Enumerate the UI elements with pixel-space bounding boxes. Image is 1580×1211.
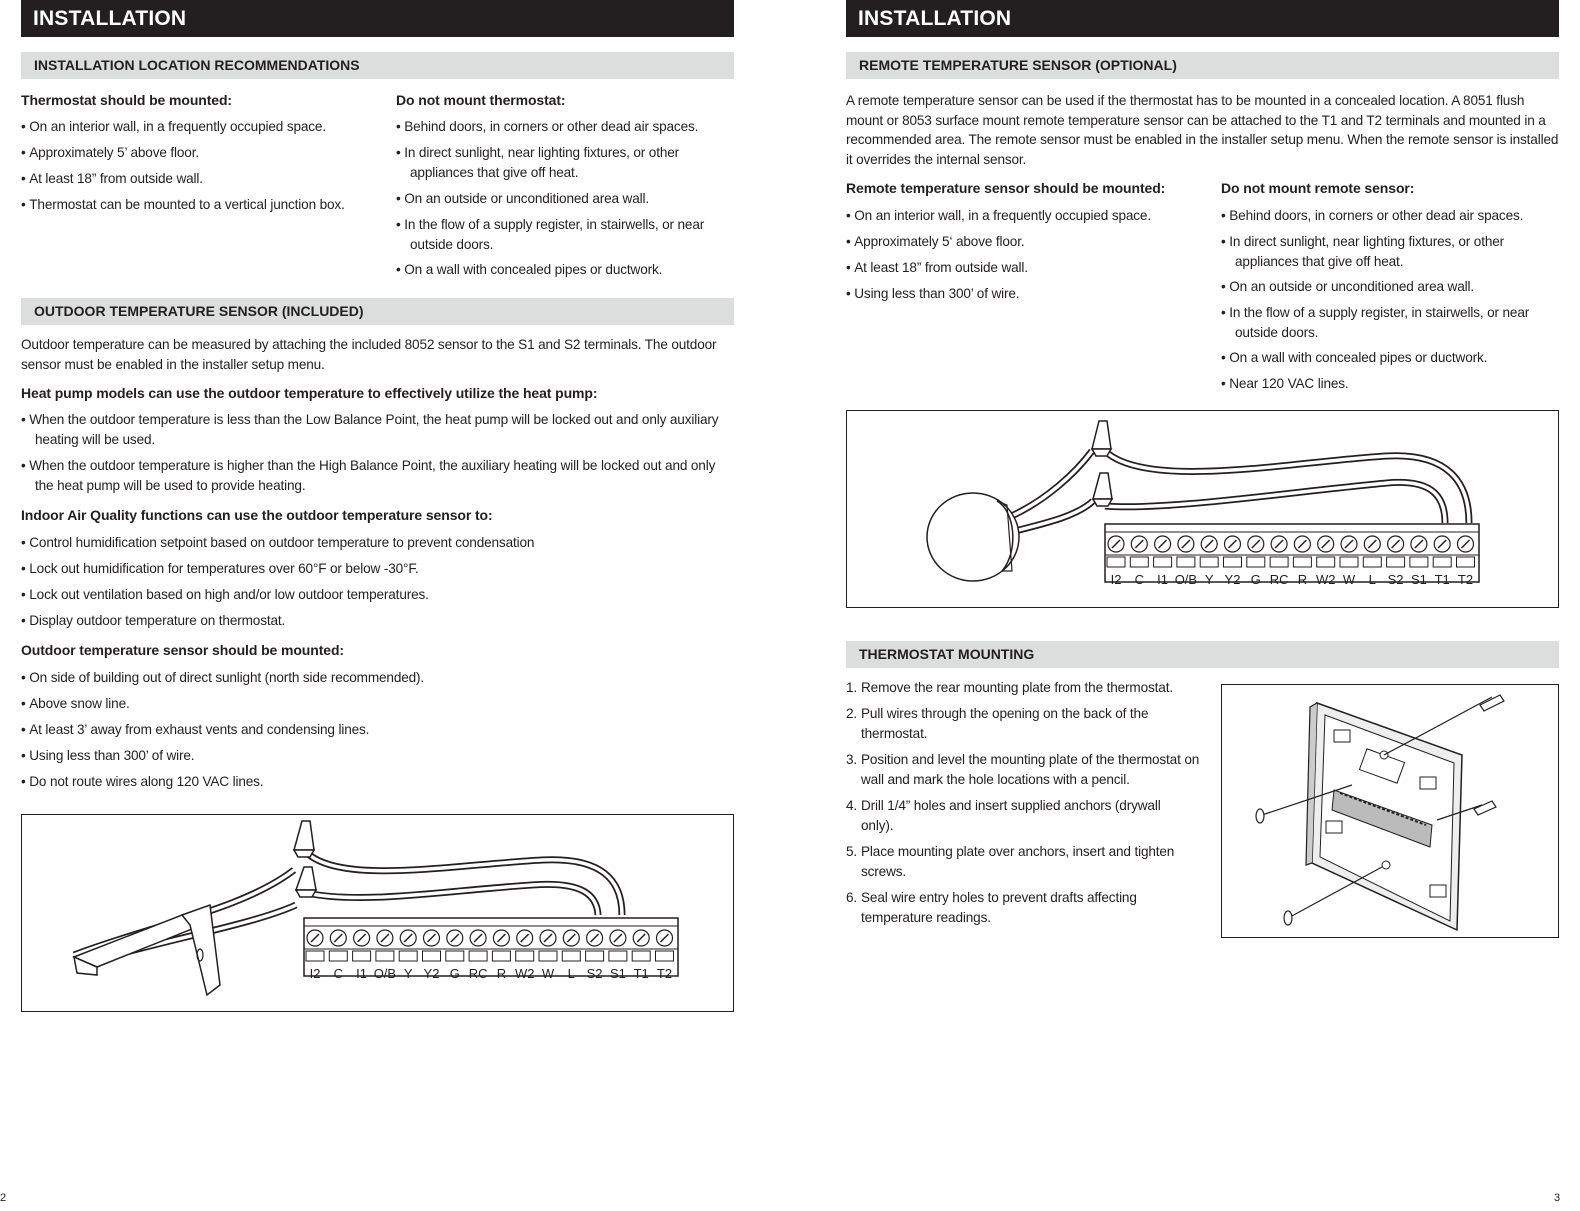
terminal-clamp [1410,557,1428,567]
terminal-label: C [1134,572,1144,587]
outdoor-wiring-svg [22,815,733,1011]
page-title: INSTALLATION [21,0,734,37]
terminal-label: G [449,966,460,981]
list-item: • Behind doors, in corners or other dead air spaces. [1221,206,1556,226]
step-number: 6. [846,890,858,905]
list-item: • In direct sunlight, near lighting fixtures, or other appliances that give off heat. [1221,232,1539,271]
terminal-clamp [586,951,604,961]
list-item: • On side of building out of direct sunlight (north side recommended). [21,668,731,688]
screw [1284,911,1292,925]
list-item [846,796,1176,835]
step-text: Pull wires through the opening on the back of the thermostat. [861,706,1149,741]
terminal-clamp [632,951,650,961]
page-title: INSTALLATION [846,0,1559,37]
list-item: • In the flow of a supply register, in stairwells, or near outside doors. [1221,303,1561,342]
list-item: • On a wall with concealed pipes or ductwork. [1221,348,1556,368]
section-heading-location: INSTALLATION LOCATION RECOMMENDATIONS [21,52,734,79]
list-item: • Near 120 VAC lines. [1221,374,1556,394]
step-number: 5. [846,844,858,859]
terminal-label: L [567,966,575,981]
terminal-clamp [423,951,441,961]
do-not-mount-heading: Do not mount thermostat: [396,92,566,108]
wall-anchor [1474,801,1496,815]
list-item: • Approximately 5‘ above floor. [846,232,1206,252]
mounting-plate-svg [1222,685,1558,937]
terminal-clamp [329,951,347,961]
terminal-clamp [376,951,394,961]
terminal-label: T2 [1457,572,1474,587]
heat-pump-heading: Heat pump models can use the outdoor temperature to effectively utilize the heat pump: [21,385,598,401]
outdoor-sensor [74,915,207,967]
list-item [846,888,1176,927]
wire-nut [296,867,316,890]
terminal-label: I1 [356,966,368,981]
terminal-label: Y2 [1224,572,1241,587]
wire-nut [294,821,314,850]
terminal-clamp [562,951,580,961]
list-item: • At least 18” from outside wall. [846,258,1206,278]
terminal-label: C [333,966,343,981]
wire-nut [1092,421,1111,449]
terminal-label: I1 [1157,572,1169,587]
step-text: Remove the rear mounting plate from the thermostat. [861,680,1173,695]
list-item: • On an interior wall, in a frequently occupied space. [21,117,371,137]
list-item [846,842,1196,881]
left-page [0,0,734,1211]
list-item: • Lock out humidification for temperatures over 60°F or below -30°F. [21,559,731,579]
terminal-label: O/B [373,966,397,981]
remote-wiring-svg [847,411,1558,607]
terminal-clamp [1130,557,1148,567]
list-item: • Do not route wires along 120 VAC lines. [21,772,731,792]
terminal-label: Y2 [423,966,440,981]
terminal-clamp [492,951,510,961]
terminal-clamp [399,951,417,961]
terminal-clamp [516,951,534,961]
terminal-label: T1 [633,966,649,981]
outdoor-sensor-mounted-heading: Outdoor temperature sensor should be mounted: [21,642,344,658]
terminal-label: RC [468,966,488,981]
section-heading-mounting: THERMOSTAT MOUNTING [846,641,1559,668]
terminal-clamp [1317,557,1335,567]
step-text: Place mounting plate over anchors, insert and tighten screws. [861,844,1175,879]
terminal-clamp [1177,557,1195,567]
step-text: Position and level the mounting plate of the thermostat on wall and mark the hole locations with a pencil. [861,752,1200,787]
terminal-clamp [1247,557,1265,567]
terminal-clamp [1387,557,1405,567]
terminal-label: R [1297,572,1308,587]
terminal-label: W [1342,572,1356,587]
terminal-label: I2 [1110,572,1122,587]
step-number: 4. [846,798,858,813]
terminal-clamp [1340,557,1358,567]
terminal-clamp [1363,557,1381,567]
remote-intro: A remote temperature sensor can be used if the thermostat has to be mounted in a concealed location. A 8051 flush mount or 8053 surface mount remote temperature sensor can be attached to the T1 and T2 terminals and mounted in a recommended area. The remote sensor must be enabled in the installer setup menu. When the remote sensor is installed it overrides the internal sensor. [846,93,1559,167]
terminal-label: W [541,966,555,981]
terminal-clamp [306,951,324,961]
terminal-clamp [1293,557,1311,567]
step-text: Drill 1/4” holes and insert supplied anchors (drywall only). [861,798,1161,833]
terminal-label: L [1368,572,1376,587]
terminal-label: W2 [1315,572,1336,587]
list-item [846,704,1206,743]
list-item: • Thermostat can be mounted to a vertical junction box. [21,195,376,215]
mounting-plate-illustration [1221,684,1559,938]
screw [1256,809,1264,823]
outdoor-intro: Outdoor temperature can be measured by attaching the included 8052 sensor to the S1 and S2 terminals. The outdoor sensor must be enabled in the installer setup menu. [21,337,717,372]
step-text: Seal wire entry holes to prevent drafts affecting temperature readings. [861,890,1137,925]
list-item: • On an outside or unconditioned area wall. [396,189,731,209]
section-heading-outdoor: OUTDOOR TEMPERATURE SENSOR (INCLUDED) [21,298,734,325]
section-heading-remote: REMOTE TEMPERATURE SENSOR (OPTIONAL) [846,52,1559,79]
terminal-label: O/B [1174,572,1198,587]
list-item: • On an outside or unconditioned area wall. [1221,277,1556,297]
terminal-clamp [539,951,557,961]
list-item: • Lock out ventilation based on high and/or low outdoor temperatures. [21,585,731,605]
terminal-label: S1 [1410,572,1427,587]
list-item [846,678,1206,698]
terminal-label: G [1250,572,1261,587]
list-item: • At least 3’ away from exhaust vents and condensing lines. [21,720,731,740]
terminal-clamp [1107,557,1125,567]
terminal-clamp [1270,557,1288,567]
list-item: • Above snow line. [21,694,731,714]
list-item: • In the flow of a supply register, in stairwells, or near outside doors. [396,215,736,254]
terminal-label: S1 [609,966,626,981]
terminal-clamp [609,951,627,961]
page-number: 2 [0,1192,7,1204]
terminal-clamp [1224,557,1242,567]
terminal-label: T1 [1434,572,1450,587]
step-number: 1. [846,680,858,695]
terminal-label: S2 [1387,572,1404,587]
terminal-clamp [1457,557,1475,567]
terminal-label: R [496,966,507,981]
list-item: • When the outdoor temperature is higher than the High Balance Point, the auxiliary heating will be locked out and only the heat pump will be used to provide heating. [21,456,731,495]
right-page [846,0,1559,1211]
list-item [846,750,1206,789]
terminal-label: S2 [586,966,603,981]
terminal-clamp [656,951,674,961]
list-item: • In direct sunlight, near lighting fixtures, or other appliances that give off heat. [396,143,714,182]
terminal-clamp [1433,557,1451,567]
terminal-label: T2 [656,966,673,981]
terminal-clamp [353,951,371,961]
outdoor-sensor-wiring-diagram [21,814,734,1012]
terminal-label: Y [1204,572,1214,587]
remote-mounted-heading: Remote temperature sensor should be mounted: [846,180,1166,196]
list-item: • On a wall with concealed pipes or ductwork. [396,260,731,280]
list-item: • On an interior wall, in a frequently occupied space. [846,206,1206,226]
terminal-label: Y [403,966,413,981]
list-item: • When the outdoor temperature is less than the Low Balance Point, the heat pump will be locked out and only auxiliary heating will be used. [21,410,731,449]
page-number: 3 [1554,1192,1561,1204]
step-number: 2. [846,706,858,721]
terminal-clamp [1200,557,1218,567]
list-item: • Using less than 300’ of wire. [846,284,1206,304]
terminal-clamp [446,951,464,961]
terminal-label: I2 [309,966,321,981]
remote-sensor-wiring-diagram [846,410,1559,608]
list-item: • Control humidification setpoint based on outdoor temperature to prevent condensation [21,533,731,553]
list-item: • At least 18” from outside wall. [21,169,371,189]
list-item: • Approximately 5’ above floor. [21,143,371,163]
thermostat-mounted-heading: Thermostat should be mounted: [21,92,232,108]
wire-nut [1093,473,1112,499]
list-item: • Using less than 300’ of wire. [21,746,731,766]
iaq-heading: Indoor Air Quality functions can use the outdoor temperature sensor to: [21,507,493,523]
terminal-clamp [469,951,487,961]
terminal-clamp [1154,557,1172,567]
terminal-label: W2 [514,966,535,981]
step-number: 3. [846,752,858,767]
terminal-label: RC [1269,572,1289,587]
list-item: • Display outdoor temperature on thermostat. [21,611,731,631]
list-item: • Behind doors, in corners or other dead air spaces. [396,117,731,137]
do-not-mount-remote-heading: Do not mount remote sensor: [1221,180,1415,196]
